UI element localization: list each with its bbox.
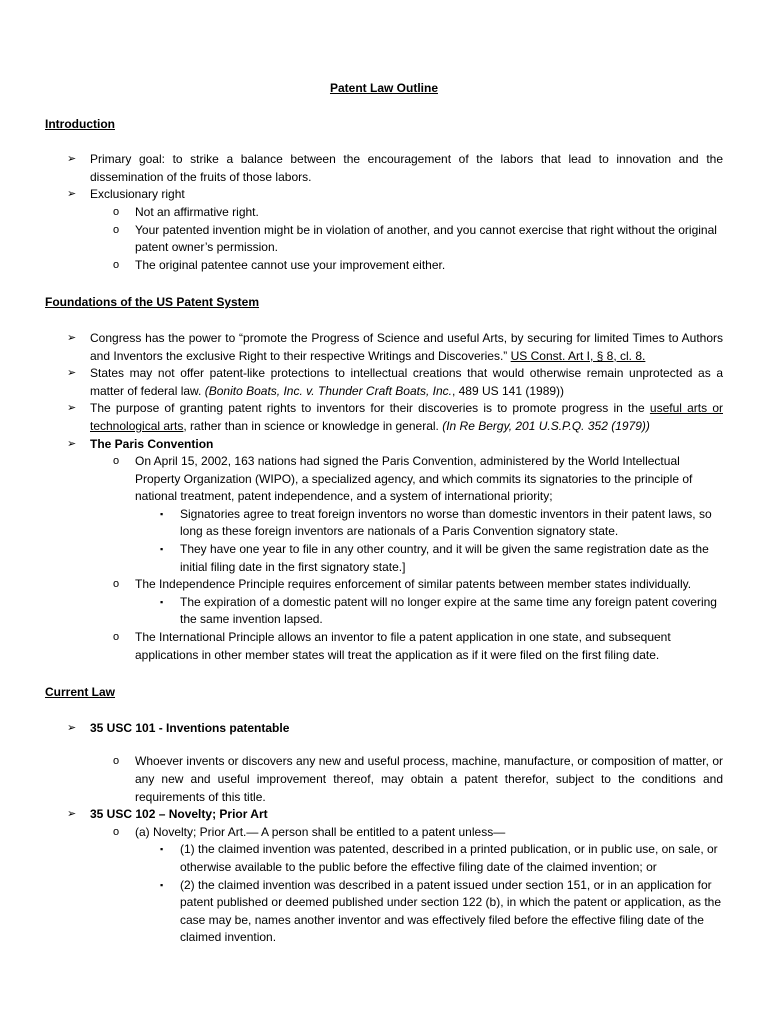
arrow-bullet-icon: ➢ [67, 188, 77, 201]
sub-list-item [90, 453, 723, 576]
sub-list-item [90, 753, 723, 806]
sub-list [45, 753, 723, 806]
sub-sub-list [135, 841, 723, 947]
circle-bullet-icon: o [113, 755, 120, 768]
square-bullet-icon: ▪ [160, 544, 164, 555]
sub-sub-list-item [135, 541, 723, 576]
circle-bullet-icon: o [113, 578, 120, 591]
arrow-bullet-icon: ➢ [67, 367, 77, 380]
introduction-list [45, 151, 723, 274]
square-bullet-icon: ▪ [160, 596, 164, 607]
spacer [90, 737, 723, 753]
list-item-text: The purpose of granting patent rights to inventors for their discoveries is to promote progress in the [90, 401, 650, 416]
list-item [45, 365, 723, 400]
square-bullet-icon: ▪ [160, 879, 164, 890]
sub-sub-list [135, 506, 723, 576]
arrow-bullet-icon: ➢ [67, 721, 77, 734]
list-item [45, 151, 723, 186]
sub-sub-list-item-text: (2) the claimed invention was described in a patent issued under section 151, or in an application for patent published or deemed published under section 122 (b), in which the patent or application, as the case may be, names another inventor and was effectively filed before the effective filing date of the claimed invention. [180, 877, 722, 945]
sub-list [45, 824, 723, 947]
sub-list-item-text: The original patentee cannot use your improvement either. [135, 257, 446, 272]
current-law-list [45, 720, 723, 947]
sub-list-item-text: Not an affirmative right. [135, 204, 259, 219]
sub-list-item [90, 204, 723, 222]
square-bullet-icon: ▪ [160, 844, 164, 855]
case-citation-italic: (In Re Bergy, 201 U.S.P.Q. 352 (1979)) [442, 418, 650, 433]
circle-bullet-icon: o [113, 205, 120, 218]
case-citation-italic: (Bonito Boats, Inc. v. Thunder Craft Boats, Inc. [204, 383, 452, 398]
list-item-text: States may not offer patent-like protections to intellectual creations that would otherwise remain unprotected as a matter of federal law. [90, 366, 723, 398]
sub-list-item-text: Your patented invention might be in violation of another, and you cannot exercise that right without the original patent owner’s permission. [135, 222, 717, 255]
document-title: Patent Law Outline [329, 81, 438, 95]
sub-list-item-text: Whoever invents or discovers any new and useful process, machine, manufacture, or composition of matter, or any new and useful improvement thereof, may obtain a patent therefor, subject to the conditions and requirements of this title. [135, 754, 723, 804]
sub-sub-list-item-text: Signatories agree to treat foreign inventors no worse than domestic inventors in their patent laws, so long as these foreign inventors are nationals of a Paris Convention signatory state. [180, 506, 712, 539]
sub-list [45, 204, 723, 274]
arrow-bullet-icon: ➢ [67, 808, 77, 821]
sub-list-item-text: The International Principle allows an inventor to file a patent application in one state, and subsequent applications in other member states will treat the application as if it were filed on the first filing date. [135, 630, 671, 662]
sub-sub-list-item-text: (1) the claimed invention was patented, described in a printed publication, or in public use, on sale, or otherwise available to the public before the effective filing date of the claimed invention; or [180, 842, 718, 874]
square-bullet-icon: ▪ [160, 508, 164, 519]
circle-bullet-icon: o [113, 631, 120, 644]
list-item-text: Congress has the power to “promote the Progress of Science and useful Arts, by securing for limited Times to Authors and Inventors the exclusive Right to their respective Writings and Discoveries.” [90, 330, 723, 363]
sub-list [45, 453, 723, 664]
list-item [45, 436, 723, 665]
circle-bullet-icon: o [113, 455, 120, 468]
list-item [45, 400, 723, 435]
sub-list-item-text: The Independence Principle requires enforcement of similar patents between member states individually. [135, 577, 692, 592]
sub-list-item-text: On April 15, 2002, 163 nations had signed the Paris Convention, administered by the World Intellectual Property Organization (WIPO), a specialized agency, and which commits its signatories to the principle of national treatment, patent independence, and a system of international priority; [135, 454, 693, 504]
arrow-bullet-icon: ➢ [67, 402, 77, 415]
list-item-text: Exclusionary right [90, 187, 185, 202]
arrow-bullet-icon: ➢ [67, 331, 77, 344]
sub-list-item-text: (a) Novelty; Prior Art.— A person shall be entitled to a patent unless— [135, 824, 506, 839]
constitution-citation: US Const. Art I, § 8, cl. 8. [510, 348, 646, 363]
sub-list-item [90, 629, 723, 664]
list-item [45, 806, 723, 947]
arrow-bullet-icon: ➢ [67, 153, 77, 166]
sub-list-item [90, 824, 723, 947]
list-item [45, 330, 723, 365]
heading-introduction: Introduction [45, 116, 115, 131]
circle-bullet-icon: o [113, 258, 120, 271]
sub-sub-list-item [135, 877, 723, 947]
underlined-phrase: useful arts or technological arts [90, 401, 723, 433]
list-item-text: Primary goal: to strike a balance between the encouragement of the labors that lead to innovation and the dissemination of the fruits of those labors. [90, 152, 723, 184]
sub-sub-list-item [135, 594, 723, 629]
sub-list-item [90, 576, 723, 629]
list-item [45, 186, 723, 274]
foundations-list [45, 330, 723, 664]
sub-sub-list-item [135, 841, 723, 876]
sub-list-item [90, 222, 723, 257]
heading-foundations: Foundations of the US Patent System [45, 295, 260, 310]
sub-sub-list [135, 594, 723, 629]
circle-bullet-icon: o [113, 825, 120, 838]
circle-bullet-icon: o [113, 223, 120, 236]
sub-list-item [90, 257, 723, 275]
sub-sub-list-item-text: They have one year to file in any other country, and it will be given the same registration date as the initial filing date in the first signatory state.] [180, 542, 709, 574]
usc-101-heading: 35 USC 101 - Inventions patentable [90, 720, 290, 735]
case-citation-rest: , 489 US 141 (1989)) [451, 383, 565, 398]
sub-sub-list-item-text: The expiration of a domestic patent will no longer expire at the same time any foreign patent covering the same invention lapsed. [180, 594, 717, 627]
paris-convention-heading: The Paris Convention [90, 436, 214, 451]
list-item-text: , rather than in science or knowledge in general. [183, 418, 443, 433]
sub-sub-list-item [135, 506, 723, 541]
arrow-bullet-icon: ➢ [67, 437, 77, 450]
heading-current-law: Current Law [45, 685, 116, 700]
usc-102-heading: 35 USC 102 – Novelty; Prior Art [90, 807, 268, 822]
list-item [45, 720, 723, 806]
